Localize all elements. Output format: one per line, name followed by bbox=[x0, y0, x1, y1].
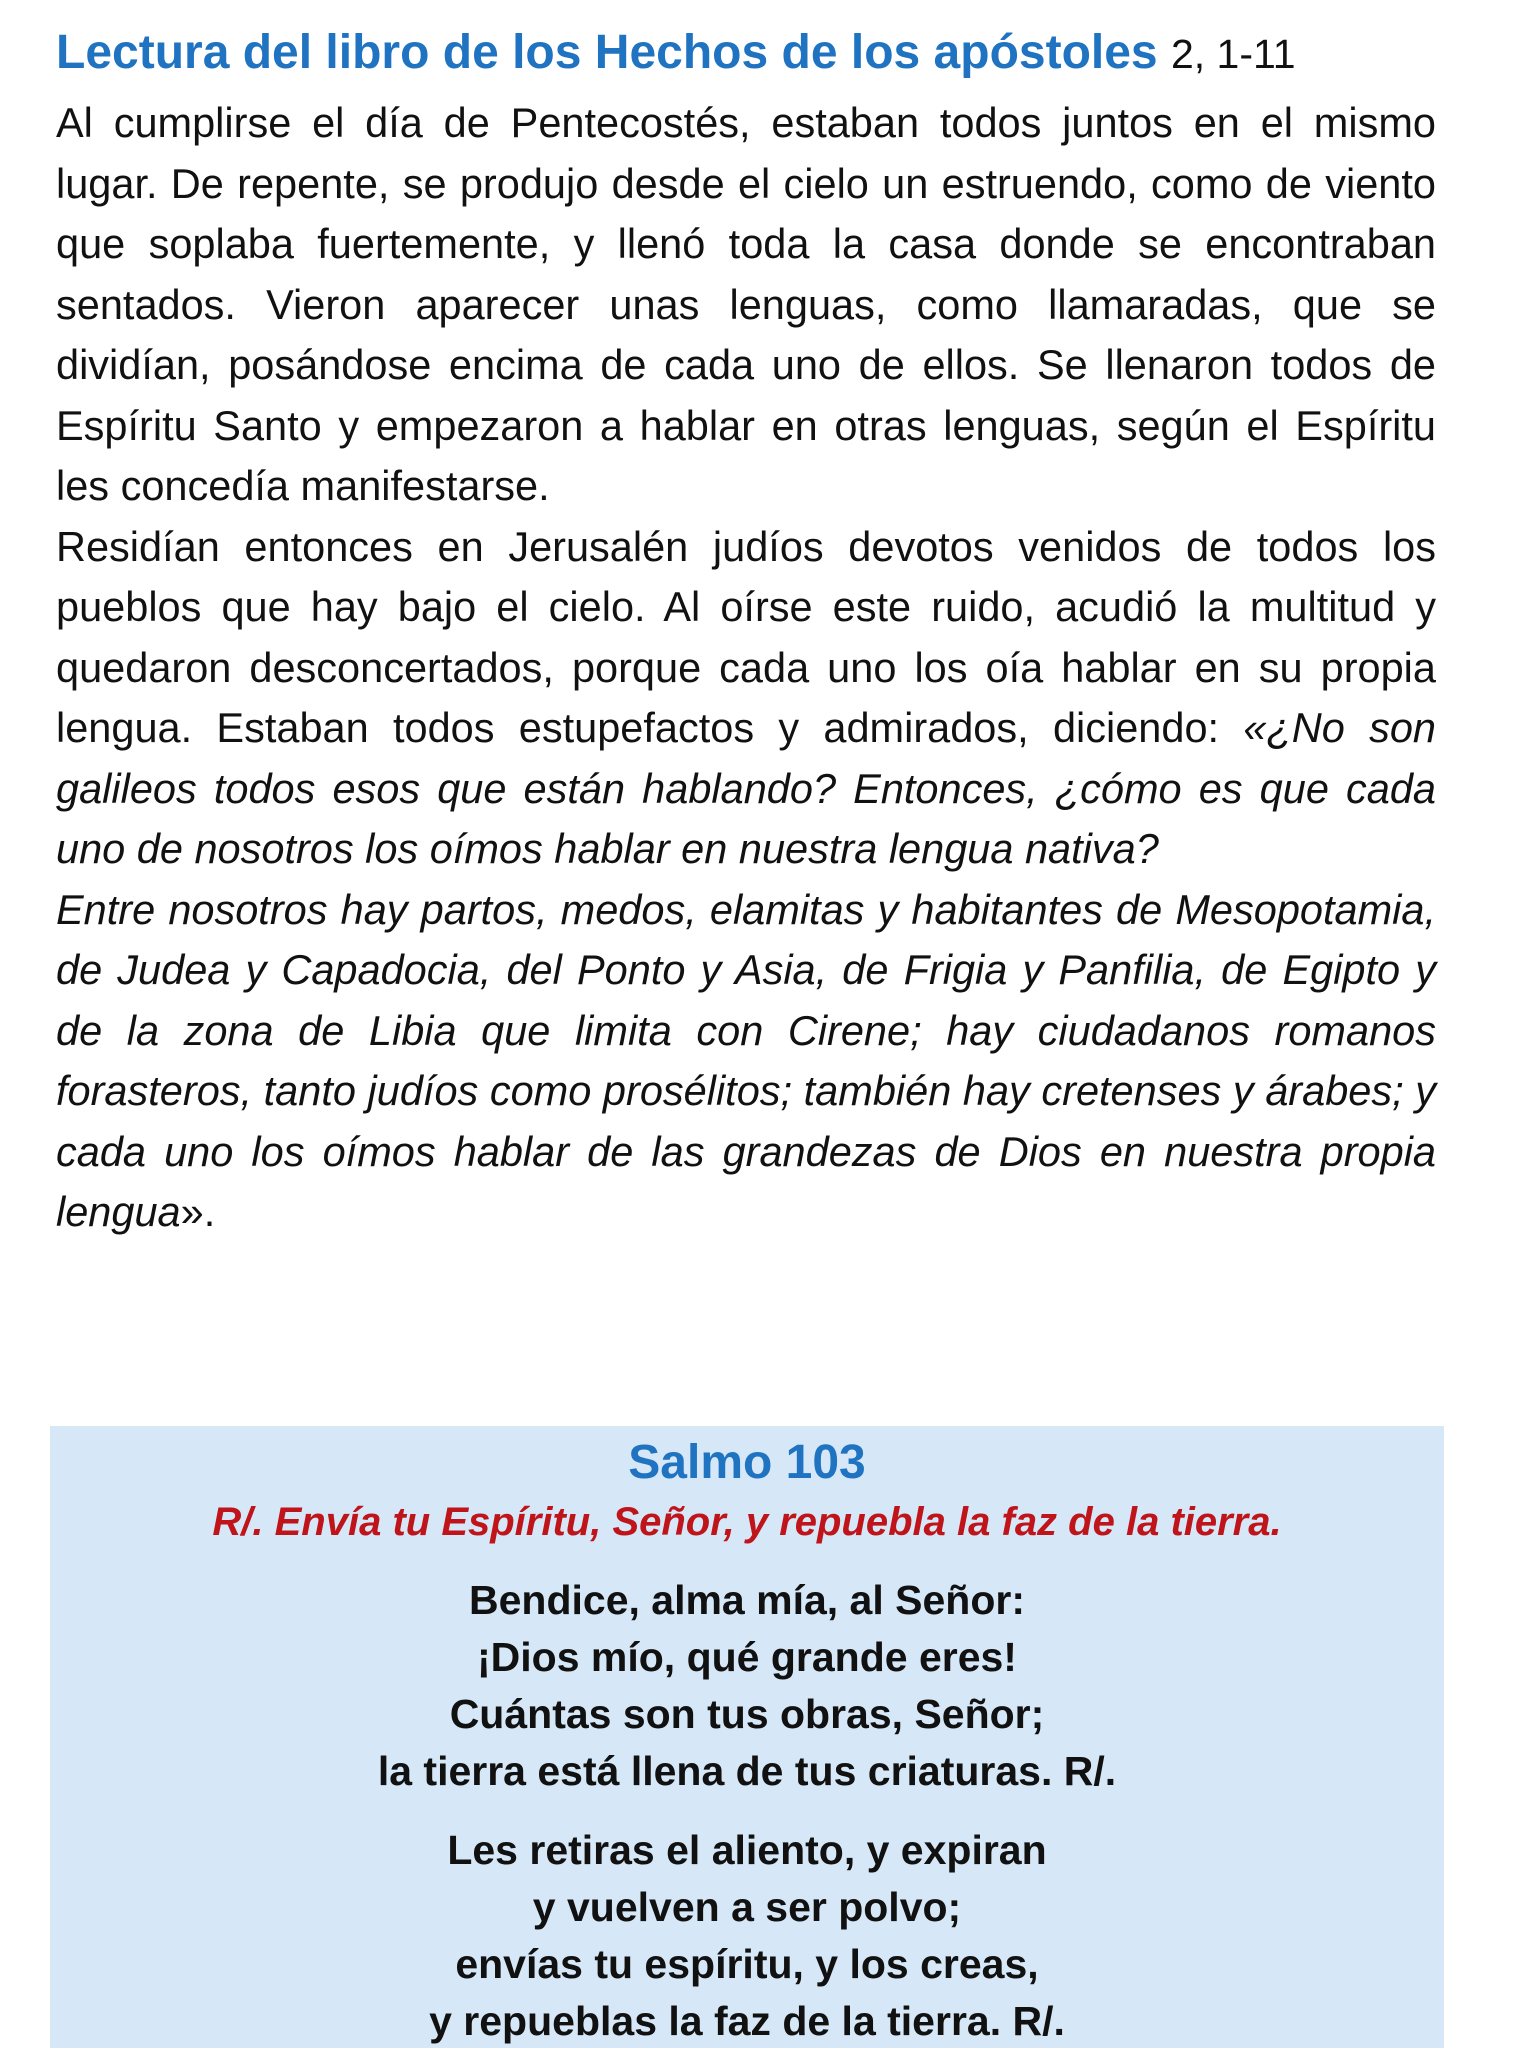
psalm-title: Salmo 103 bbox=[628, 1436, 866, 1489]
psalm-stanza-2-line: Les retiras el aliento, y expiran bbox=[447, 1827, 1047, 1873]
reading-title-text: Lectura del libro de los Hechos de los apóstoles bbox=[56, 26, 1158, 79]
psalm-stanza-1-line: la tierra está llena de tus criaturas. R/. bbox=[377, 1748, 1117, 1794]
psalm-stanza-2-line: envías tu espíritu, y los creas, bbox=[455, 1941, 1039, 1987]
reading-paragraph-2 bbox=[56, 517, 1436, 880]
psalm-stanza-1-line: ¡Dios mío, qué grande eres! bbox=[477, 1634, 1017, 1680]
reading-quote: «¿No son galileos todos esos que están hablando? Entonces, ¿cómo es que cada uno de nosotros los oímos hablar en nuestra lengua nativa? bbox=[56, 704, 1437, 872]
reading-paragraph-2-text: Residían entonces en Jerusalén judíos devotos venidos de todos los pueblos que hay bajo el cielo. Al oírse este ruido, acudió la multitud y quedaron desconcertados, porque cada uno los oía hablar en su propia lengua. Estaban todos estupefactos y admirados, diciendo: bbox=[56, 522, 1436, 751]
psalm-stanza-2-line: y vuelven a ser polvo; bbox=[532, 1884, 962, 1930]
reading-paragraph-1: Al cumplirse el día de Pentecostés, estaban todos juntos en el mismo lugar. De repente, se produjo desde el cielo un estruendo, como de viento que soplaba fuertemente, y llenó toda la casa donde se encontraban sentados. Vieron aparecer unas lenguas, como llamaradas, que se dividían, posándose encima de cada uno de ellos. Se llenaron todos de Espíritu Santo y empezaron a hablar en otras lenguas, según el Espíritu les concedía manifestarse. bbox=[56, 99, 1436, 509]
psalm-stanza-1 bbox=[50, 1572, 1444, 1800]
reading-paragraph-3-text: Entre nosotros hay partos, medos, elamitas y habitantes de Mesopotamia, de Judea y Capadocia, del Ponto y Asia, de Frigia y Panfilia, de Egipto y de la zona de Libia que limita con Cirene; hay ciudadanos romanos forasteros, tanto judíos como prosélitos; también hay cretenses y árabes; y cada uno los oímos hablar de las grandezas de Dios en nuestra propia lengua bbox=[56, 885, 1436, 1235]
reading-title bbox=[56, 14, 1436, 93]
reading-reference: 2, 1-11 bbox=[1170, 31, 1296, 77]
reading-paragraph-3 bbox=[56, 880, 1436, 1243]
reading-quote-close: ». bbox=[180, 1188, 216, 1235]
psalm-stanza-1-line: Bendice, alma mía, al Señor: bbox=[469, 1577, 1025, 1623]
psalm-stanza-2-line: y repueblas la faz de la tierra. R/. bbox=[429, 1998, 1065, 2044]
psalm-response: R/. Envía tu Espíritu, Señor, y repuebla la faz de la tierra. bbox=[212, 1500, 1282, 1544]
first-reading bbox=[56, 14, 1436, 1243]
psalm-stanza-2 bbox=[50, 1822, 1444, 2050]
psalm-stanza-1-line: Cuántas son tus obras, Señor; bbox=[449, 1691, 1045, 1737]
psalm-box bbox=[50, 1426, 1444, 2048]
